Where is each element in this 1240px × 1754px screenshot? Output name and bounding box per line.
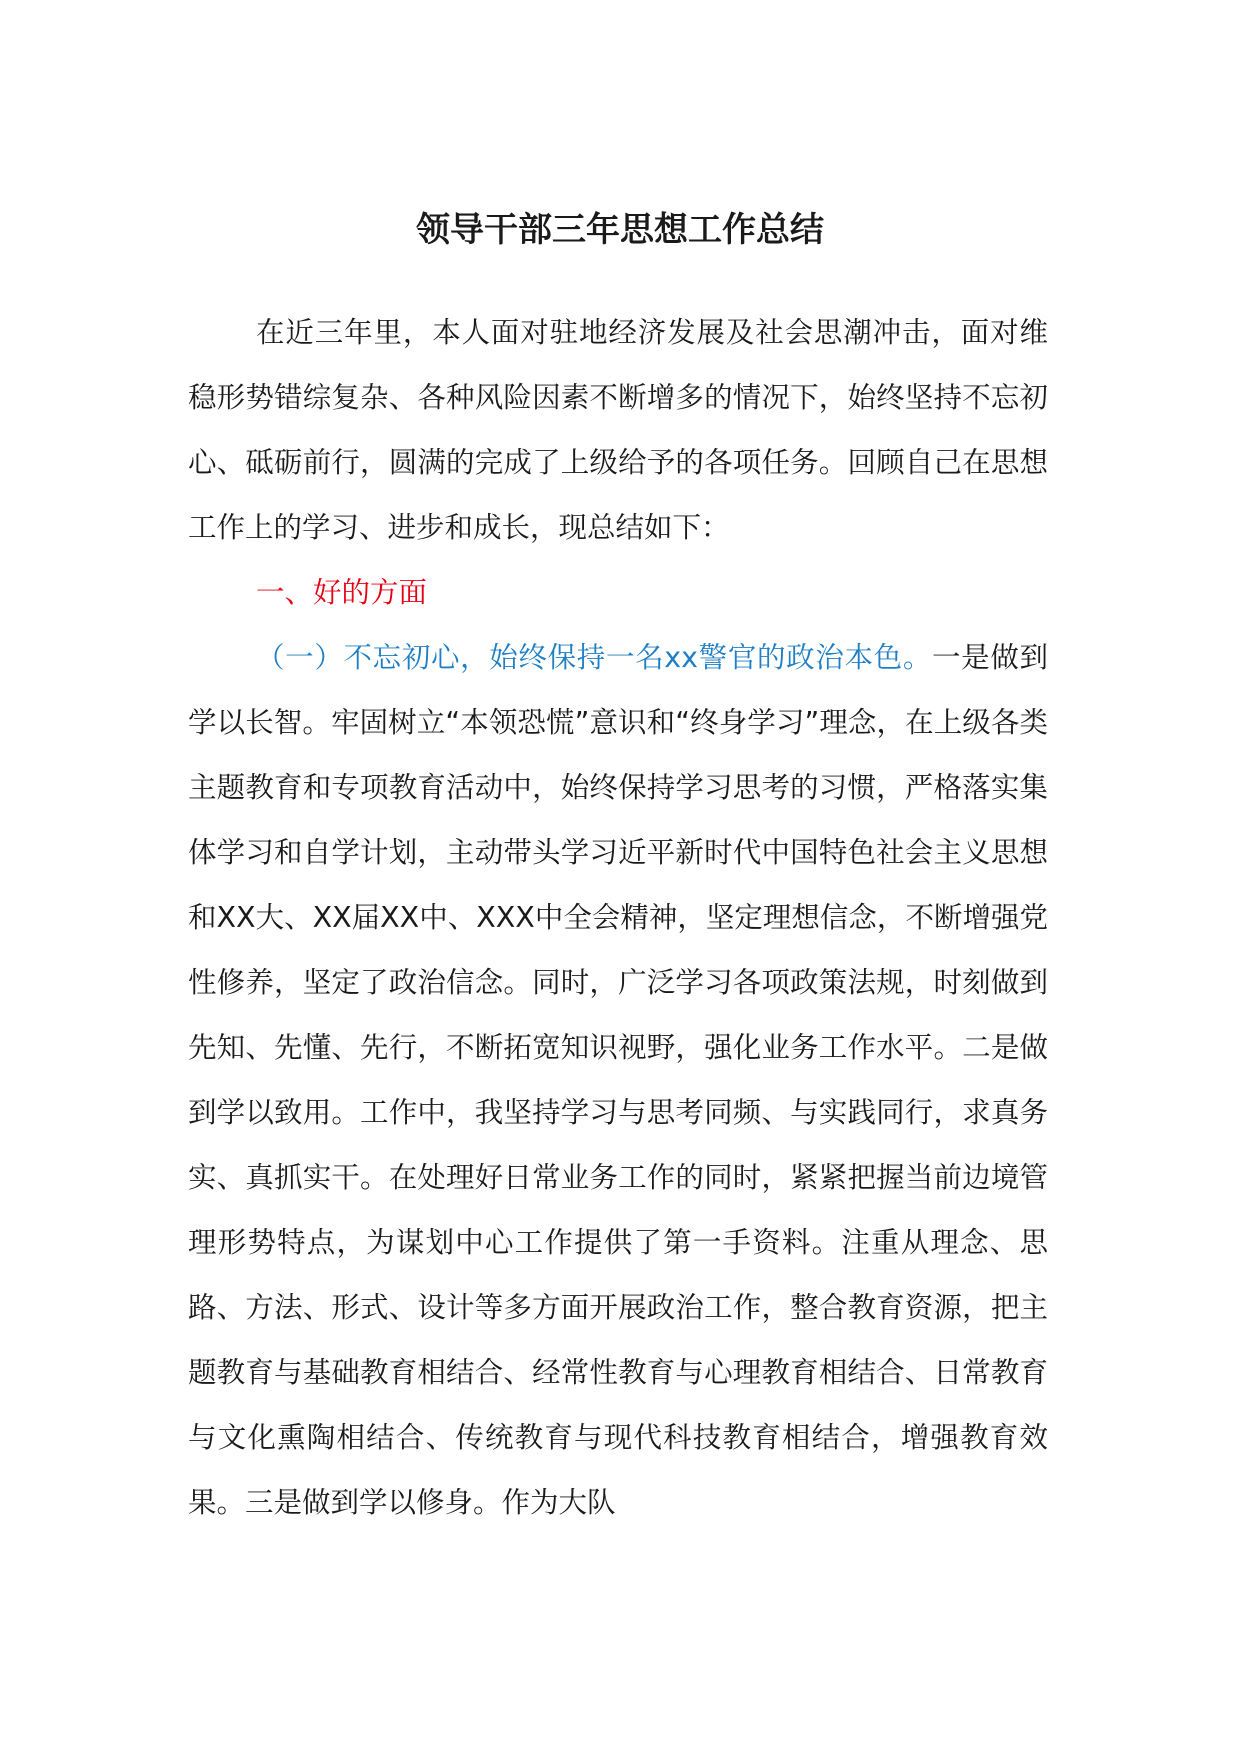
document-title: 领导干部三年思想工作总结	[416, 210, 824, 250]
section-heading-good-aspects: 一、好的方面	[256, 576, 428, 609]
subsection-1-body: 一是做到学以长智。牢固树立“本领恐慌”意识和“终身学习”理念，在上级各类主题教育和专项教育活动中，始终保持学习思考的习惯，严格落实集体学习和自学计划，主动带头学习近平新时代中国特色社会主义思想和XX大、XX届XX中、XXX中全会精神，坚定理想信念，不断增强党性修养，坚定了政治信念。同时，广泛学习各项政策法规，时刻做到先知、先懂、先行，不断拓宽知识视野，强化业务工作水平。二是做到学以致用。工作中，我坚持学习与思考同频、与实践同行，求真务实、真抓实干。在处理好日常业务工作的同时，紧紧把握当前边境管理形势特点，为谋划中心工作提供了第一手资料。注重从理念、思路、方法、形式、设计等多方面开展政治工作，整合教育资源，把主题教育与基础教育相结合、经常性教育与心理教育相结合、日常教育与文化熏陶相结合、传统教育与现代科技教育相结合，增强教育效果。三是做到学以修身。作为大队	[188, 641, 1048, 1519]
subsection-1-paragraph	[188, 625, 1048, 1535]
document-body	[188, 300, 1048, 1535]
intro-paragraph: 在近三年里，本人面对驻地经济发展及社会思潮冲击，面对维稳形势错综复杂、各种风险因素不断增多的情况下，始终坚持不忘初心、砥砺前行，圆满的完成了上级给予的各项任务。回顾自己在思想工作上的学习、进步和成长，现总结如下：	[188, 316, 1048, 544]
subsection-1-heading: （一）不忘初心，始终保持一名xx警官的政治本色。	[256, 641, 932, 674]
